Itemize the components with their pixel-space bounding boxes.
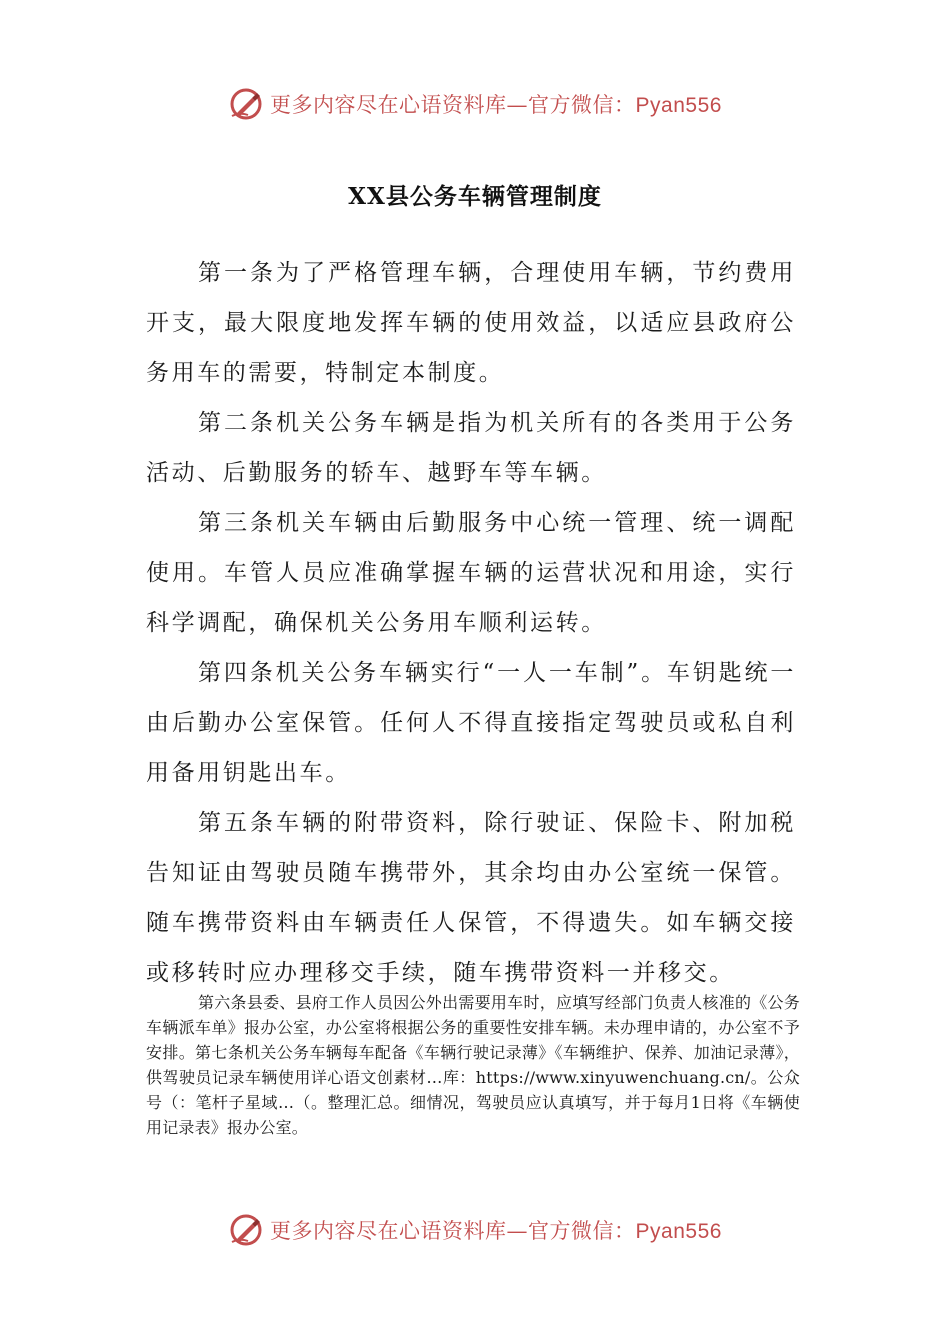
document-small-block [146, 990, 800, 1140]
paragraph-article-6-7: 第六条县委、县府工作人员因公外出需要用车时，应填写经部门负责人核准的《公务车辆派车单》报办公室，办公室将根据公务的重要性安排车辆。未办理申请的，办公室不予安排。第七条机关公务车辆每车配备《车辆行驶记录薄》《车辆维护、保养、加油记录薄》，供驾驶员记录车辆使用详心语文创素材…库：https://www.xinyuwenchuang.cn/。公众号（：笔杆子星域…（。整理汇总。细情况，驾驶员应认真填写，并于每月1日将《车辆使用记录表》报办公室。 [146, 993, 800, 1137]
footer-banner [0, 1208, 950, 1252]
banner-text: 更多内容尽在心语资料库—官方微信：Pyan556 [270, 93, 722, 117]
document-body [146, 248, 796, 998]
pen-logo-icon [228, 86, 264, 122]
header-banner [0, 82, 950, 126]
banner-handle: Pyan556 [635, 94, 722, 117]
paragraph-article-1: 第一条为了严格管理车辆，合理使用车辆，节约费用开支，最大限度地发挥车辆的使用效益，以适应县政府公务用车的需要，特制定本制度。 [146, 260, 796, 386]
pen-logo-icon [228, 1212, 264, 1248]
document-title: XX县公务车辆管理制度 [348, 183, 602, 210]
banner-handle: Pyan556 [635, 1220, 722, 1243]
banner-text: 更多内容尽在心语资料库—官方微信：Pyan556 [270, 1219, 722, 1243]
paragraph-article-5: 第五条车辆的附带资料，除行驶证、保险卡、附加税告知证由驾驶员随车携带外，其余均由办公室统一保管。随车携带资料由车辆责任人保管，不得遗失。如车辆交接或移转时应办理移交手续，随车携带资料一并移交。 [146, 810, 796, 986]
paragraph-article-2: 第二条机关公务车辆是指为机关所有的各类用于公务活动、后勤服务的轿车、越野车等车辆。 [146, 410, 796, 486]
paragraph-article-4: 第四条机关公务车辆实行“一人一车制”。车钥匙统一由后勤办公室保管。任何人不得直接指定驾驶员或私自利用备用钥匙出车。 [146, 660, 796, 786]
paragraph-article-3: 第三条机关车辆由后勤服务中心统一管理、统一调配使用。车管人员应准确掌握车辆的运营状况和用途，实行科学调配，确保机关公务用车顺利运转。 [146, 510, 796, 636]
